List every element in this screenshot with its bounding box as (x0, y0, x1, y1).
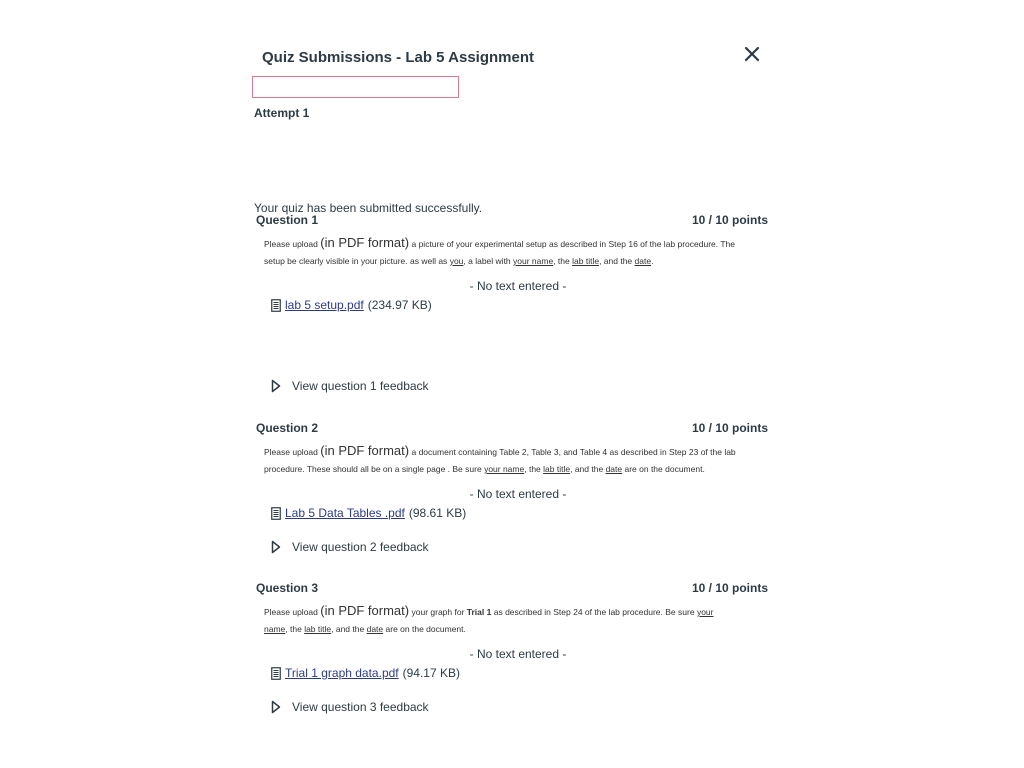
submission-status: Your quiz has been submitted successfully. (254, 201, 483, 215)
question-1-text: Please upload (in PDF format) a picture of your experimental setup as described in Step 16 of the lab procedure. The setup be clearly visible in your picture. as well as you, a label with your name, the lab title, and the date. (264, 235, 735, 266)
triangle-right-icon (271, 540, 281, 554)
document-icon (271, 299, 281, 312)
attempt-label: Attempt 1 (254, 106, 310, 120)
question-3-feedback-toggle[interactable] (271, 700, 429, 714)
question-1-title: Question 1 (256, 213, 319, 227)
triangle-right-icon (271, 379, 281, 393)
question-2-text: Please upload (in PDF format) a document containing Table 2, Table 3, and Table 4 as described in Step 23 of the lab procedure. These should all be on a single page . Be sure your name, the lab title, and the date are on the document. (264, 443, 736, 474)
question-3-no-text: - No text entered - (469, 647, 567, 661)
question-1-feedback-label: View question 1 feedback (292, 379, 429, 393)
question-2-feedback-toggle[interactable] (271, 540, 429, 554)
question-2-file-size: (98.61 KB) (408, 506, 467, 520)
question-3-file-link[interactable]: Trial 1 graph data.pdf (285, 666, 399, 680)
triangle-right-icon (271, 700, 281, 714)
question-1-file-size: (234.97 KB) (367, 298, 432, 312)
question-1-file-link[interactable]: lab 5 setup.pdf (285, 298, 364, 312)
question-1-points: 10 / 10 points (691, 213, 768, 227)
question-1-feedback-toggle[interactable] (271, 379, 429, 393)
question-3-text: Please upload (in PDF format) your graph for Trial 1 as described in Step 24 of the lab procedure. Be sure your name, the lab title, and the date are on the document. (264, 603, 714, 634)
dialog-title: Quiz Submissions - Lab 5 Assignment (262, 49, 534, 66)
document-icon (271, 507, 281, 520)
close-icon (741, 42, 763, 66)
question-3-file-size: (94.17 KB) (402, 666, 460, 680)
question-2-no-text: - No text entered - (469, 487, 567, 501)
question-2-points: 10 / 10 points (691, 421, 768, 435)
question-3-points: 10 / 10 points (691, 581, 768, 595)
question-2-feedback-label: View question 2 feedback (292, 540, 429, 554)
question-2-file-link[interactable]: Lab 5 Data Tables .pdf (285, 506, 405, 520)
question-2-attachment (271, 506, 466, 520)
close-button[interactable] (741, 42, 763, 66)
question-3-feedback-label: View question 3 feedback (292, 700, 429, 714)
document-icon (271, 667, 281, 680)
question-3-title: Question 3 (256, 581, 319, 595)
question-1-no-text: - No text entered - (469, 279, 567, 293)
question-2-title: Question 2 (256, 421, 319, 435)
question-1-attachment (271, 298, 432, 312)
attempt-input[interactable] (252, 76, 459, 98)
question-3-attachment (271, 666, 460, 680)
